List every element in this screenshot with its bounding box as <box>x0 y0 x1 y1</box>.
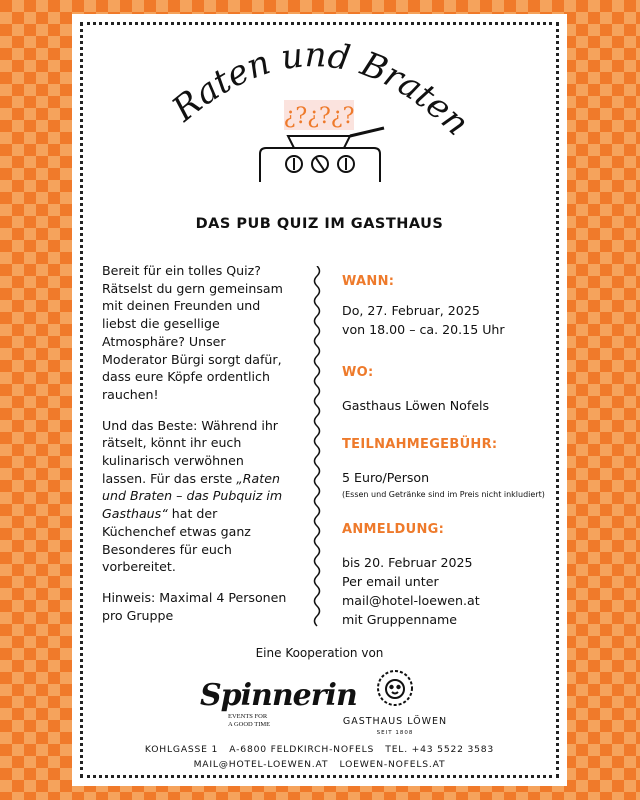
footer-contact: MAIL@HOTEL-LOEWEN.AT LOEWEN-NOFELS.AT <box>193 759 446 770</box>
fee-label: TEILNAHMEGEBÜHR: <box>342 437 498 452</box>
spinnerin-tag-2: A GOOD TIME <box>228 721 271 728</box>
spinnerin-name: Spinnerin <box>200 678 357 713</box>
wo-label: WO: <box>342 365 374 380</box>
lion-icon <box>375 668 415 708</box>
intro-text <box>102 262 287 637</box>
stove-icon <box>260 148 380 182</box>
title-logo <box>72 14 567 214</box>
spinnerin-tagline <box>228 713 340 729</box>
footer-address: KOHLGASSE 1 A-6800 FELDKIRCH-NOFELS TEL. +43 5522 3583 <box>144 744 495 755</box>
loewen-name: GASTHAUS LÖWEN <box>342 716 448 727</box>
title-text: Raten und Braten <box>164 35 477 144</box>
hint-text: Hinweis: Maximal 4 Personen pro Gruppe <box>102 589 287 623</box>
anmeldung-email-intro: Per email unter <box>342 574 439 589</box>
question-marks: ¿?¿?¿? <box>283 104 355 129</box>
page-title: DAS PUB QUIZ IM GASTHAUS <box>195 216 444 232</box>
wann-time: von 18.00 – ca. 20.15 Uhr <box>342 322 505 337</box>
intro-paragraph-2 <box>102 417 287 576</box>
intro-p2-title: „Raten und Braten – das Pubquiz im Gasthaus“ <box>102 470 283 522</box>
anmeldung-email[interactable]: mail@hotel-loewen.at <box>342 593 480 608</box>
loewen-since: SEIT 1808 <box>376 730 414 736</box>
anmeldung-label: ANMELDUNG: <box>342 522 445 537</box>
event-details <box>342 272 552 629</box>
fee-note: (Essen und Getränke sind im Preis nicht inkludiert) <box>342 490 545 499</box>
cooperation-text: Eine Kooperation von <box>255 646 384 660</box>
wann-label: WANN: <box>342 274 395 289</box>
spinnerin-logo <box>200 678 357 729</box>
intro-p2-end: hat der Küchenchef etwas ganz Besonderes für euch vorbereitet. <box>102 506 251 575</box>
wavy-divider <box>310 266 324 628</box>
anmeldung-group: mit Gruppenname <box>342 612 458 627</box>
wann-date: Do, 27. Februar, 2025 <box>342 303 480 318</box>
intro-p2-start: Und das Beste: Während ihr rätselt, könnt ihr euch kulinarisch verwöhnen lassen. Für das erste <box>102 417 278 486</box>
spinnerin-tag-1: EVENTS FOR <box>228 713 268 720</box>
wo-place: Gasthaus Löwen Nofels <box>342 398 490 413</box>
anmeldung-deadline: bis 20. Februar 2025 <box>342 555 473 570</box>
fee-value: 5 Euro/Person <box>342 470 430 485</box>
intro-paragraph-1: Bereit für ein tolles Quiz? Rätselst du gern gemeinsam mit deinen Freunden und liebst die gesellige Atmosphäre? Unser Moderator Bürgi sorgt dafür, dass eure Köpfe ordentlich rauchen! <box>102 263 283 402</box>
poster-card <box>72 14 567 786</box>
loewen-logo <box>330 668 460 736</box>
pan-icon <box>288 128 384 148</box>
